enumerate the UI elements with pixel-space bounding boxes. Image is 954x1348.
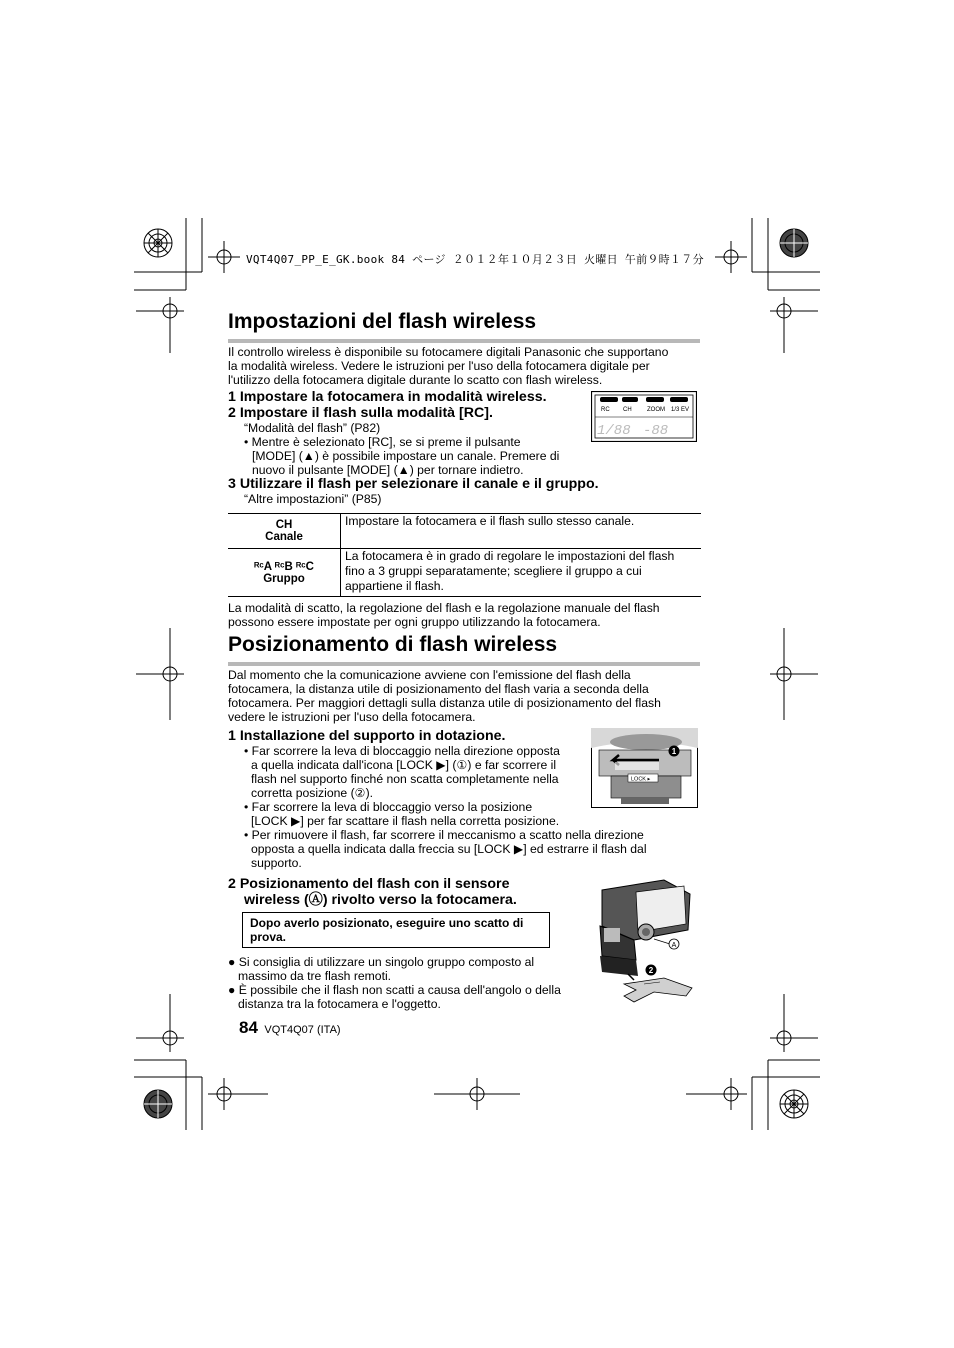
box-line: Dopo averlo posizionato, eseguire uno scatto di xyxy=(250,916,524,930)
table-row xyxy=(228,549,701,597)
outro-line: La modalità di scatto, la regolazione del flash e la regolazione manuale del flash xyxy=(228,601,660,615)
bullet-line: nuovo il pulsante [MODE] (▲) per tornare indietro. xyxy=(252,463,524,477)
registration-target-br xyxy=(780,1090,808,1118)
title-rule xyxy=(228,339,700,343)
key-label: Gruppo xyxy=(263,572,305,585)
lcd-value-left: 1/88 xyxy=(597,423,631,439)
step2-heading: 2 Impostare il flash sulla modalità [RC]. xyxy=(228,405,493,421)
bullet-line: • Per rimuovere il flash, far scorrere il meccanismo a scatto nella direzione xyxy=(244,828,644,842)
desc-line: Impostare la fotocamera e il flash sullo stesso canale. xyxy=(345,514,635,528)
bullet-line: [MODE] (▲) è possibile impostare un canale. Premere di xyxy=(252,449,560,463)
lcd-value-right: -88 xyxy=(643,423,669,439)
section1-outro xyxy=(228,601,703,629)
table-value-cell xyxy=(341,549,702,597)
intro-line: vedere le istruzioni per l'uso della fotocamera. xyxy=(228,710,476,724)
bullet-line: • Far scorrere la leva di bloccaggio verso la posizione xyxy=(244,800,533,814)
registration-target-bl xyxy=(144,1090,172,1118)
lcd-label-ch: CH xyxy=(623,407,632,413)
desc-line: appartiene il flash. xyxy=(345,579,444,593)
flash-unit-illustration xyxy=(594,876,697,1006)
bullet-line: [LOCK ▶] per far scattare il flash nella corretta posizione. xyxy=(251,814,560,828)
registration-target-tr xyxy=(780,229,808,257)
bullet-line: opposta a quella indicata dalla freccia su [LOCK ▶] ed estrarre il flash dal xyxy=(251,842,647,856)
positioning-step-heading xyxy=(228,876,517,908)
registration-target-tl xyxy=(144,229,172,257)
lcd-label-rc: RC xyxy=(601,407,610,413)
table-key-cell xyxy=(228,549,341,597)
bullet-line: supporto. xyxy=(251,856,302,870)
mount-installation-illustration xyxy=(591,728,698,808)
note-line: ● È possibile che il flash non scatti a causa dell'angolo o della xyxy=(228,983,561,997)
intro-line: Il controllo wireless è disponibile su fotocamere digitali Panasonic che supportano xyxy=(228,345,669,359)
table-key-cell xyxy=(228,514,341,549)
key-symbol: CH xyxy=(275,519,293,531)
intro-line: fotocamera, la distanza utile di posizionamento del flash varia a seconda della xyxy=(228,682,649,696)
bullet-line: • Far scorrere la leva di bloccaggio nella direzione opposta xyxy=(244,744,560,758)
key-label: Canale xyxy=(265,531,303,543)
step2-reference: “Modalità del flash” (P82) xyxy=(244,421,381,435)
intro-line: la modalità wireless. Vedere le istruzioni per l'uso della fotocamera digitale per xyxy=(228,359,650,373)
marker-a: A xyxy=(671,942,677,949)
doc-code: VQT4Q07 (ITA) xyxy=(264,1024,341,1036)
bullet-line: flash nel supporto finché non scatta completamente nella xyxy=(251,772,559,786)
title-rule xyxy=(228,662,700,666)
file-info-header: VQT4Q07_PP_E_GK.book 84 ページ ２０１２年１０月２３日 火曜日 午前９時１７分 xyxy=(246,253,704,266)
table-row xyxy=(228,514,701,549)
lcd-label-zoom: ZOOM xyxy=(647,407,665,413)
step2-bullet xyxy=(244,435,559,477)
step3-heading: 3 Utilizzare il flash per selezionare il canale e il gruppo. xyxy=(228,476,599,492)
page-number: 84 xyxy=(239,1018,258,1037)
lcd-label-ev: 1/3 EV xyxy=(671,407,690,413)
test-shot-notice-box xyxy=(242,912,550,948)
note-line: massimo da tre flash remoti. xyxy=(238,969,392,983)
section-title-wireless-settings: Impostazioni del flash wireless xyxy=(228,310,537,333)
intro-line: fotocamera. Per maggiori dettagli sulla distanza utile di posizionamento del flash xyxy=(228,696,661,710)
lcd-display-illustration xyxy=(591,391,697,442)
bullet-line: • Mentre è selezionato [RC], se si preme il pulsante xyxy=(244,435,521,449)
lock-label: LOCK ▸ xyxy=(631,776,651,783)
desc-line: fino a 3 gruppi separatamente; scegliere il gruppo a cui xyxy=(345,564,642,578)
box-line: prova. xyxy=(250,930,287,944)
table-value-cell xyxy=(341,514,702,549)
section1-intro xyxy=(228,345,703,387)
step3-reference: “Altre impostazioni” (P85) xyxy=(244,492,382,506)
install-step-heading: 1 Installazione del supporto in dotazione. xyxy=(228,728,506,744)
intro-line: l'utilizzo della fotocamera digitale durante lo scatto con flash wireless. xyxy=(228,373,603,387)
page-footer xyxy=(239,1018,341,1038)
marker-1: 1 xyxy=(671,747,677,756)
desc-line: La fotocamera è in grado di regolare le impostazioni del flash xyxy=(345,549,675,563)
bullet-line: corretta posizione (②). xyxy=(251,786,374,800)
bullet-line: a quella indicata dall'icona [LOCK ▶] (①) e far scorrere il xyxy=(251,758,557,772)
section2-intro xyxy=(228,668,703,724)
step-line: wireless (Ⓐ) rivolto verso la fotocamera. xyxy=(244,892,517,908)
marker-2: 2 xyxy=(648,966,654,975)
note-line: ● Si consiglia di utilizzare un singolo gruppo composto al xyxy=(228,955,535,969)
outro-line: possono essere impostate per ogni gruppo utilizzando la fotocamera. xyxy=(228,615,601,629)
intro-line: Dal momento che la comunicazione avviene con l'emissione del flash della xyxy=(228,668,631,682)
channel-group-table xyxy=(228,513,701,597)
notes-list xyxy=(228,955,588,1011)
step1-heading: 1 Impostare la fotocamera in modalità wireless. xyxy=(228,389,547,405)
step-line: 2 Posizionamento del flash con il sensore xyxy=(228,876,510,892)
section-title-positioning: Posizionamento di flash wireless xyxy=(228,633,558,656)
key-symbol: ᴿᶜA ᴿᶜB ᴿᶜC xyxy=(254,560,314,573)
note-line: distanza tra la fotocamera e l'oggetto. xyxy=(238,997,441,1011)
